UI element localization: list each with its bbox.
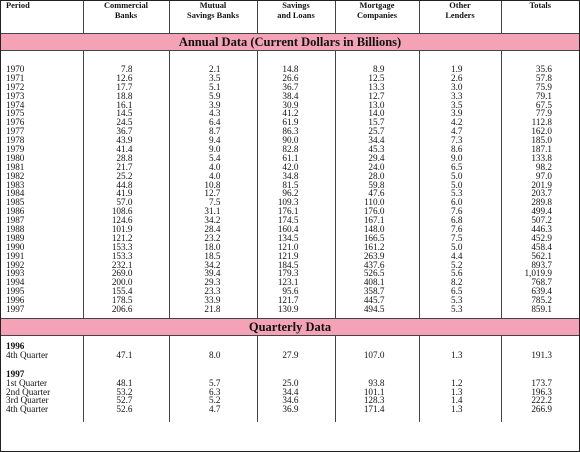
table-cell: 110.0 — [364, 197, 385, 208]
table-cell: 507.2 — [531, 215, 552, 226]
table-cell: 184.5 — [277, 259, 299, 270]
table-cell: 28.8 — [116, 152, 133, 163]
table-cell: 34.6 — [282, 395, 299, 406]
table-cell: 13.3 — [368, 81, 385, 92]
table-cell: 148.0 — [363, 224, 385, 235]
table-cell: 23.2 — [204, 232, 221, 243]
table-cell: 90.0 — [282, 135, 299, 146]
value-column — [257, 335, 335, 422]
table-cell: 1992 — [6, 259, 25, 270]
table-cell: 187.1 — [531, 144, 552, 155]
column-header: Period — [6, 1, 30, 10]
period-column — [1, 335, 83, 422]
table-cell: 639.4 — [531, 286, 552, 297]
table-cell: 358.7 — [363, 286, 385, 297]
table-cell: 1975 — [6, 108, 25, 119]
table-cell: 526.5 — [363, 268, 385, 279]
table-cell: 8.9 — [373, 64, 385, 74]
table-cell: 1985 — [6, 197, 25, 208]
table-cell: 121.2 — [111, 232, 133, 243]
table-cell: 1,019.9 — [524, 268, 552, 279]
table-cell: 1st Quarter — [6, 377, 48, 388]
table-cell: 4th Quarter — [6, 349, 49, 360]
table-cell: 14.8 — [282, 64, 299, 74]
table-cell: 1995 — [6, 286, 25, 297]
table-cell: 3.9 — [451, 108, 463, 119]
table-cell: 29.4 — [368, 152, 385, 163]
header-row — [1, 1, 579, 34]
table-cell: 1989 — [6, 232, 25, 243]
table-cell: 7.8 — [121, 64, 133, 74]
table-cell: 4.0 — [209, 170, 221, 181]
table-cell: 12.7 — [368, 90, 385, 101]
table-cell: 201.9 — [531, 179, 552, 190]
table-cell: 1986 — [6, 206, 25, 217]
table-cell: 1973 — [6, 90, 25, 101]
table-cell: 1996 — [6, 295, 25, 306]
spacer — [258, 51, 335, 65]
table-cell: 41.4 — [116, 144, 133, 155]
table-cell: 5.6 — [451, 268, 463, 279]
value-column — [335, 335, 419, 422]
table-cell: 121.0 — [277, 241, 299, 252]
table-cell: 21.8 — [204, 304, 221, 315]
value-column — [83, 51, 169, 319]
table-cell: 222.2 — [531, 395, 552, 406]
table-cell: 101.9 — [111, 224, 133, 235]
value-column — [335, 51, 419, 319]
table-cell: 174.5 — [277, 215, 299, 226]
table-cell: 203.7 — [531, 188, 552, 199]
spacer — [84, 51, 169, 65]
table-cell: 768.7 — [531, 277, 552, 288]
table-cell: 43.9 — [116, 135, 133, 146]
table-cell: 3.5 — [451, 99, 463, 110]
table-cell: 47.1 — [116, 349, 133, 360]
value-column — [169, 51, 257, 319]
table-cell: 34.2 — [204, 259, 221, 270]
table-cell: 36.7 — [116, 126, 133, 137]
table-cell: 7.5 — [451, 232, 463, 243]
table-cell: 446.3 — [531, 224, 552, 235]
table-cell: 109.3 — [277, 197, 299, 208]
table-cell: 12.7 — [204, 188, 221, 199]
table-cell: 1.3 — [451, 349, 463, 360]
table-cell: 7.5 — [209, 197, 221, 208]
spacer — [502, 51, 580, 65]
table-cell: 108.6 — [111, 206, 133, 217]
table-cell: 269.0 — [111, 268, 133, 279]
table-cell: 124.6 — [111, 215, 133, 226]
table-cell: 3.0 — [451, 81, 463, 92]
table-cell: 23.3 — [204, 286, 221, 297]
table-cell: 1978 — [6, 135, 25, 146]
table-cell: 206.6 — [111, 304, 133, 315]
table-cell: 14.5 — [116, 108, 133, 119]
table-cell: 39.4 — [204, 268, 221, 279]
table-cell: 123.1 — [277, 277, 299, 288]
table-cell: 8.7 — [209, 126, 221, 137]
value-column — [419, 335, 501, 422]
value-column — [501, 335, 579, 422]
table-cell: 42.0 — [282, 161, 299, 172]
table-cell: 4.3 — [209, 108, 221, 119]
table-cell: 25.0 — [282, 377, 299, 388]
table-cell: 121.7 — [277, 295, 299, 306]
table-cell: 21.7 — [116, 161, 133, 172]
table-cell: 153.3 — [111, 250, 133, 261]
table-cell: 57.0 — [116, 197, 133, 208]
table-cell: 1988 — [6, 224, 25, 235]
spacer — [336, 360, 419, 370]
table-cell: 33.9 — [204, 295, 221, 306]
table-cell: 75.9 — [535, 81, 552, 92]
table-cell: 93.8 — [368, 377, 385, 388]
table-cell: 1.9 — [451, 64, 463, 74]
table-cell: 1.2 — [451, 377, 463, 388]
column-header: Other Lenders — [419, 1, 501, 34]
table-cell: 173.7 — [531, 377, 552, 388]
column-header: Commercial Banks — [83, 1, 169, 34]
table-cell: 8.0 — [209, 349, 221, 360]
table-cell: 1979 — [6, 144, 25, 155]
table-cell: 2.6 — [451, 72, 463, 83]
value-column — [257, 51, 335, 319]
table-cell: 3.5 — [209, 72, 221, 83]
value-column — [501, 51, 579, 319]
table-cell: 185.0 — [531, 135, 552, 146]
table-cell: 30.9 — [282, 99, 299, 110]
table-cell: 95.6 — [282, 286, 299, 297]
table-cell: 160.4 — [277, 224, 299, 235]
table-cell: 5.9 — [209, 90, 221, 101]
table-cell: 7.6 — [451, 206, 463, 217]
table-cell: 121.9 — [277, 250, 299, 261]
table-cell: 859.1 — [531, 304, 552, 315]
table-cell: 130.9 — [277, 304, 299, 315]
table-cell: 86.3 — [282, 126, 299, 137]
table-cell: 8.6 — [451, 144, 463, 155]
spacer — [84, 360, 169, 370]
table-cell: 196.3 — [531, 386, 552, 397]
table-cell: 47.6 — [368, 188, 385, 199]
table-cell: 5.2 — [209, 395, 221, 406]
table-cell: 48.1 — [116, 377, 133, 388]
table-cell: 2nd Quarter — [6, 386, 51, 397]
table-cell: 38.4 — [282, 90, 299, 101]
table-cell: 1974 — [6, 99, 25, 110]
table-cell: 52.7 — [116, 395, 133, 406]
table-cell: 5.0 — [451, 170, 463, 181]
table-cell: 133.8 — [531, 152, 552, 163]
table-cell: 1991 — [6, 250, 25, 261]
table-cell: 44.8 — [116, 179, 133, 190]
table-cell: 893.7 — [531, 259, 552, 270]
table-cell: 1976 — [6, 117, 25, 128]
value-column — [83, 335, 169, 422]
table-cell: 6.4 — [209, 117, 221, 128]
table-cell: 1996 — [6, 340, 25, 351]
table-cell: 9.0 — [451, 152, 463, 163]
spacer — [170, 360, 257, 370]
spacer — [502, 360, 580, 370]
table-cell: 1993 — [6, 268, 25, 279]
table-cell: 3.3 — [451, 90, 463, 101]
table-cell: 34.4 — [282, 386, 299, 397]
table-cell: 41.9 — [116, 188, 133, 199]
table-cell: 1.3 — [451, 386, 463, 397]
table-cell: 4.7 — [209, 404, 221, 415]
table-cell: 1.3 — [451, 404, 463, 415]
table-cell: 6.8 — [451, 215, 463, 226]
table-cell: 82.8 — [282, 144, 299, 155]
table-cell: 5.0 — [451, 179, 463, 190]
table-cell: 1987 — [6, 215, 25, 226]
table-cell: 1972 — [6, 81, 25, 92]
spacer — [1, 51, 83, 65]
table-cell: 1971 — [6, 72, 25, 83]
table-cell: 107.0 — [363, 349, 385, 360]
table-cell: 16.1 — [116, 99, 133, 110]
annual-data — [1, 51, 579, 319]
table-cell: 1994 — [6, 277, 25, 288]
column-header: Savings and Loans — [257, 1, 335, 34]
data-table — [1, 1, 579, 422]
table-cell: 4.7 — [451, 126, 463, 137]
table-cell: 200.0 — [111, 277, 133, 288]
table-cell: 494.5 — [363, 304, 385, 315]
spacer — [420, 360, 501, 370]
table-cell: 28.4 — [204, 224, 221, 235]
value-column — [419, 51, 501, 319]
table-cell: 4.2 — [451, 117, 463, 128]
table-cell: 112.8 — [531, 117, 552, 128]
table-cell: 25.7 — [368, 126, 385, 137]
table-cell: 53.2 — [116, 386, 133, 397]
table-cell: 4th Quarter — [6, 404, 49, 415]
table-cell: 9.4 — [209, 135, 221, 146]
table-cell: 7.6 — [451, 224, 463, 235]
table-cell: 24.0 — [368, 161, 385, 172]
table-cell: 1981 — [6, 161, 25, 172]
table-cell: 162.0 — [531, 126, 552, 137]
table-cell: 14.0 — [368, 108, 385, 119]
spacer — [336, 51, 419, 65]
table-cell: 61.1 — [282, 152, 299, 163]
spacer — [420, 51, 501, 65]
table-cell: 28.0 — [368, 170, 385, 181]
table-cell: 452.9 — [531, 232, 552, 243]
table-cell: 29.3 — [204, 277, 221, 288]
column-header: Mortgage Companies — [335, 1, 419, 34]
table-cell: 25.2 — [116, 170, 133, 181]
table-cell: 408.1 — [363, 277, 385, 288]
table-cell: 101.1 — [363, 386, 385, 397]
table-cell: 499.4 — [531, 206, 552, 217]
table-cell: 5.3 — [451, 304, 463, 315]
table-cell: 263.9 — [363, 250, 385, 261]
table-cell: 10.8 — [204, 179, 221, 190]
table-cell: 176.0 — [363, 206, 385, 217]
table-cell: 179.3 — [277, 268, 299, 279]
table-cell: 9.0 — [209, 144, 221, 155]
table-cell: 27.9 — [282, 349, 299, 360]
table-cell: 34.2 — [204, 215, 221, 226]
table-cell: 31.1 — [204, 206, 221, 217]
column-header: Totals — [501, 1, 579, 34]
quarterly-title: Quarterly Data — [1, 318, 579, 335]
table-cell: 289.8 — [531, 197, 552, 208]
table-cell: 5.0 — [451, 241, 463, 252]
table-cell: 24.5 — [116, 117, 133, 128]
column-header: Mutual Savings Banks — [169, 1, 257, 34]
table-cell: 437.6 — [363, 259, 385, 270]
table-cell: 59.8 — [368, 179, 385, 190]
table-cell: 266.9 — [531, 404, 552, 415]
table-cell: 232.1 — [111, 259, 133, 270]
table-cell: 35.6 — [535, 64, 552, 74]
table-cell: 153.3 — [111, 241, 133, 252]
table-cell: 61.9 — [282, 117, 299, 128]
table-cell: 1983 — [6, 179, 25, 190]
table-cell: 1997 — [6, 304, 25, 315]
table-cell: 167.1 — [363, 215, 385, 226]
table-cell: 12.5 — [368, 72, 385, 83]
table-cell: 13.0 — [368, 99, 385, 110]
annual-section-header — [1, 34, 579, 51]
table-cell: 4.4 — [451, 250, 463, 261]
table-cell: 161.2 — [363, 241, 385, 252]
table-cell: 1984 — [6, 188, 25, 199]
table-cell: 178.5 — [111, 295, 133, 306]
table-cell: 15.7 — [368, 117, 385, 128]
table-cell: 26.6 — [282, 72, 299, 83]
spacer — [258, 360, 335, 370]
table-cell: 155.4 — [111, 286, 133, 297]
table-cell: 45.3 — [368, 144, 385, 155]
table-cell: 6.5 — [451, 161, 463, 172]
table-cell: 785.2 — [531, 295, 552, 306]
table-cell: 1982 — [6, 170, 25, 181]
table-cell: 5.2 — [451, 259, 463, 270]
table-cell: 79.1 — [535, 90, 552, 101]
table-cell: 6.0 — [451, 197, 463, 208]
table-cell: 134.5 — [277, 232, 299, 243]
table-cell: 3.9 — [209, 99, 221, 110]
table-cell: 36.7 — [282, 81, 299, 92]
table-cell: 2.1 — [209, 64, 221, 74]
table-cell: 5.3 — [451, 295, 463, 306]
table-cell: 171.4 — [363, 404, 385, 415]
table-cell: 96.2 — [282, 188, 299, 199]
table-cell: 7.3 — [451, 135, 463, 146]
table-cell: 18.8 — [116, 90, 133, 101]
quarterly-section-header — [1, 318, 579, 335]
table-cell: 34.8 — [282, 170, 299, 181]
table-cell: 445.7 — [363, 295, 385, 306]
table-cell: 5.7 — [209, 377, 221, 388]
table-cell: 1970 — [6, 64, 25, 74]
table-cell: 18.5 — [204, 250, 221, 261]
table-cell: 5.3 — [451, 188, 463, 199]
table-cell: 128.3 — [363, 395, 385, 406]
table-cell: 1980 — [6, 152, 25, 163]
table-cell: 166.5 — [363, 232, 385, 243]
table-cell: 5.4 — [209, 152, 221, 163]
table-cell: 6.5 — [451, 286, 463, 297]
spacer — [170, 51, 257, 65]
table-cell: 5.1 — [209, 81, 221, 92]
table-cell: 18.0 — [204, 241, 221, 252]
table-cell: 1997 — [6, 368, 25, 379]
table-cell: 1990 — [6, 241, 25, 252]
annual-title: Annual Data (Current Dollars in Billions) — [1, 34, 579, 51]
table-cell: 562.1 — [531, 250, 552, 261]
table-cell: 67.5 — [535, 99, 552, 110]
table-cell: 81.5 — [282, 179, 299, 190]
table-cell: 97.0 — [535, 170, 552, 181]
table-cell: 77.9 — [535, 108, 552, 119]
table-cell: 4.0 — [209, 161, 221, 172]
table-cell: 1.4 — [451, 395, 463, 406]
table-cell: 52.6 — [116, 404, 133, 415]
table-cell: 8.2 — [451, 277, 463, 288]
table-cell: 57.8 — [535, 72, 552, 83]
table-cell: 98.2 — [535, 161, 552, 172]
table-cell: 34.4 — [368, 135, 385, 146]
value-column — [169, 335, 257, 422]
table-cell: 36.9 — [282, 404, 299, 415]
table-cell: 12.6 — [116, 72, 133, 83]
table-cell: 3rd Quarter — [6, 395, 49, 406]
table-cell: 17.7 — [116, 81, 133, 92]
table-cell: 1977 — [6, 126, 25, 137]
table-cell: 41.2 — [282, 108, 299, 119]
table-cell: 176.1 — [277, 206, 299, 217]
table-cell: 6.3 — [209, 386, 221, 397]
table-cell: 191.3 — [531, 349, 552, 360]
table-cell: 458.4 — [531, 241, 552, 252]
period-column — [1, 51, 83, 319]
quarterly-data — [1, 335, 579, 422]
